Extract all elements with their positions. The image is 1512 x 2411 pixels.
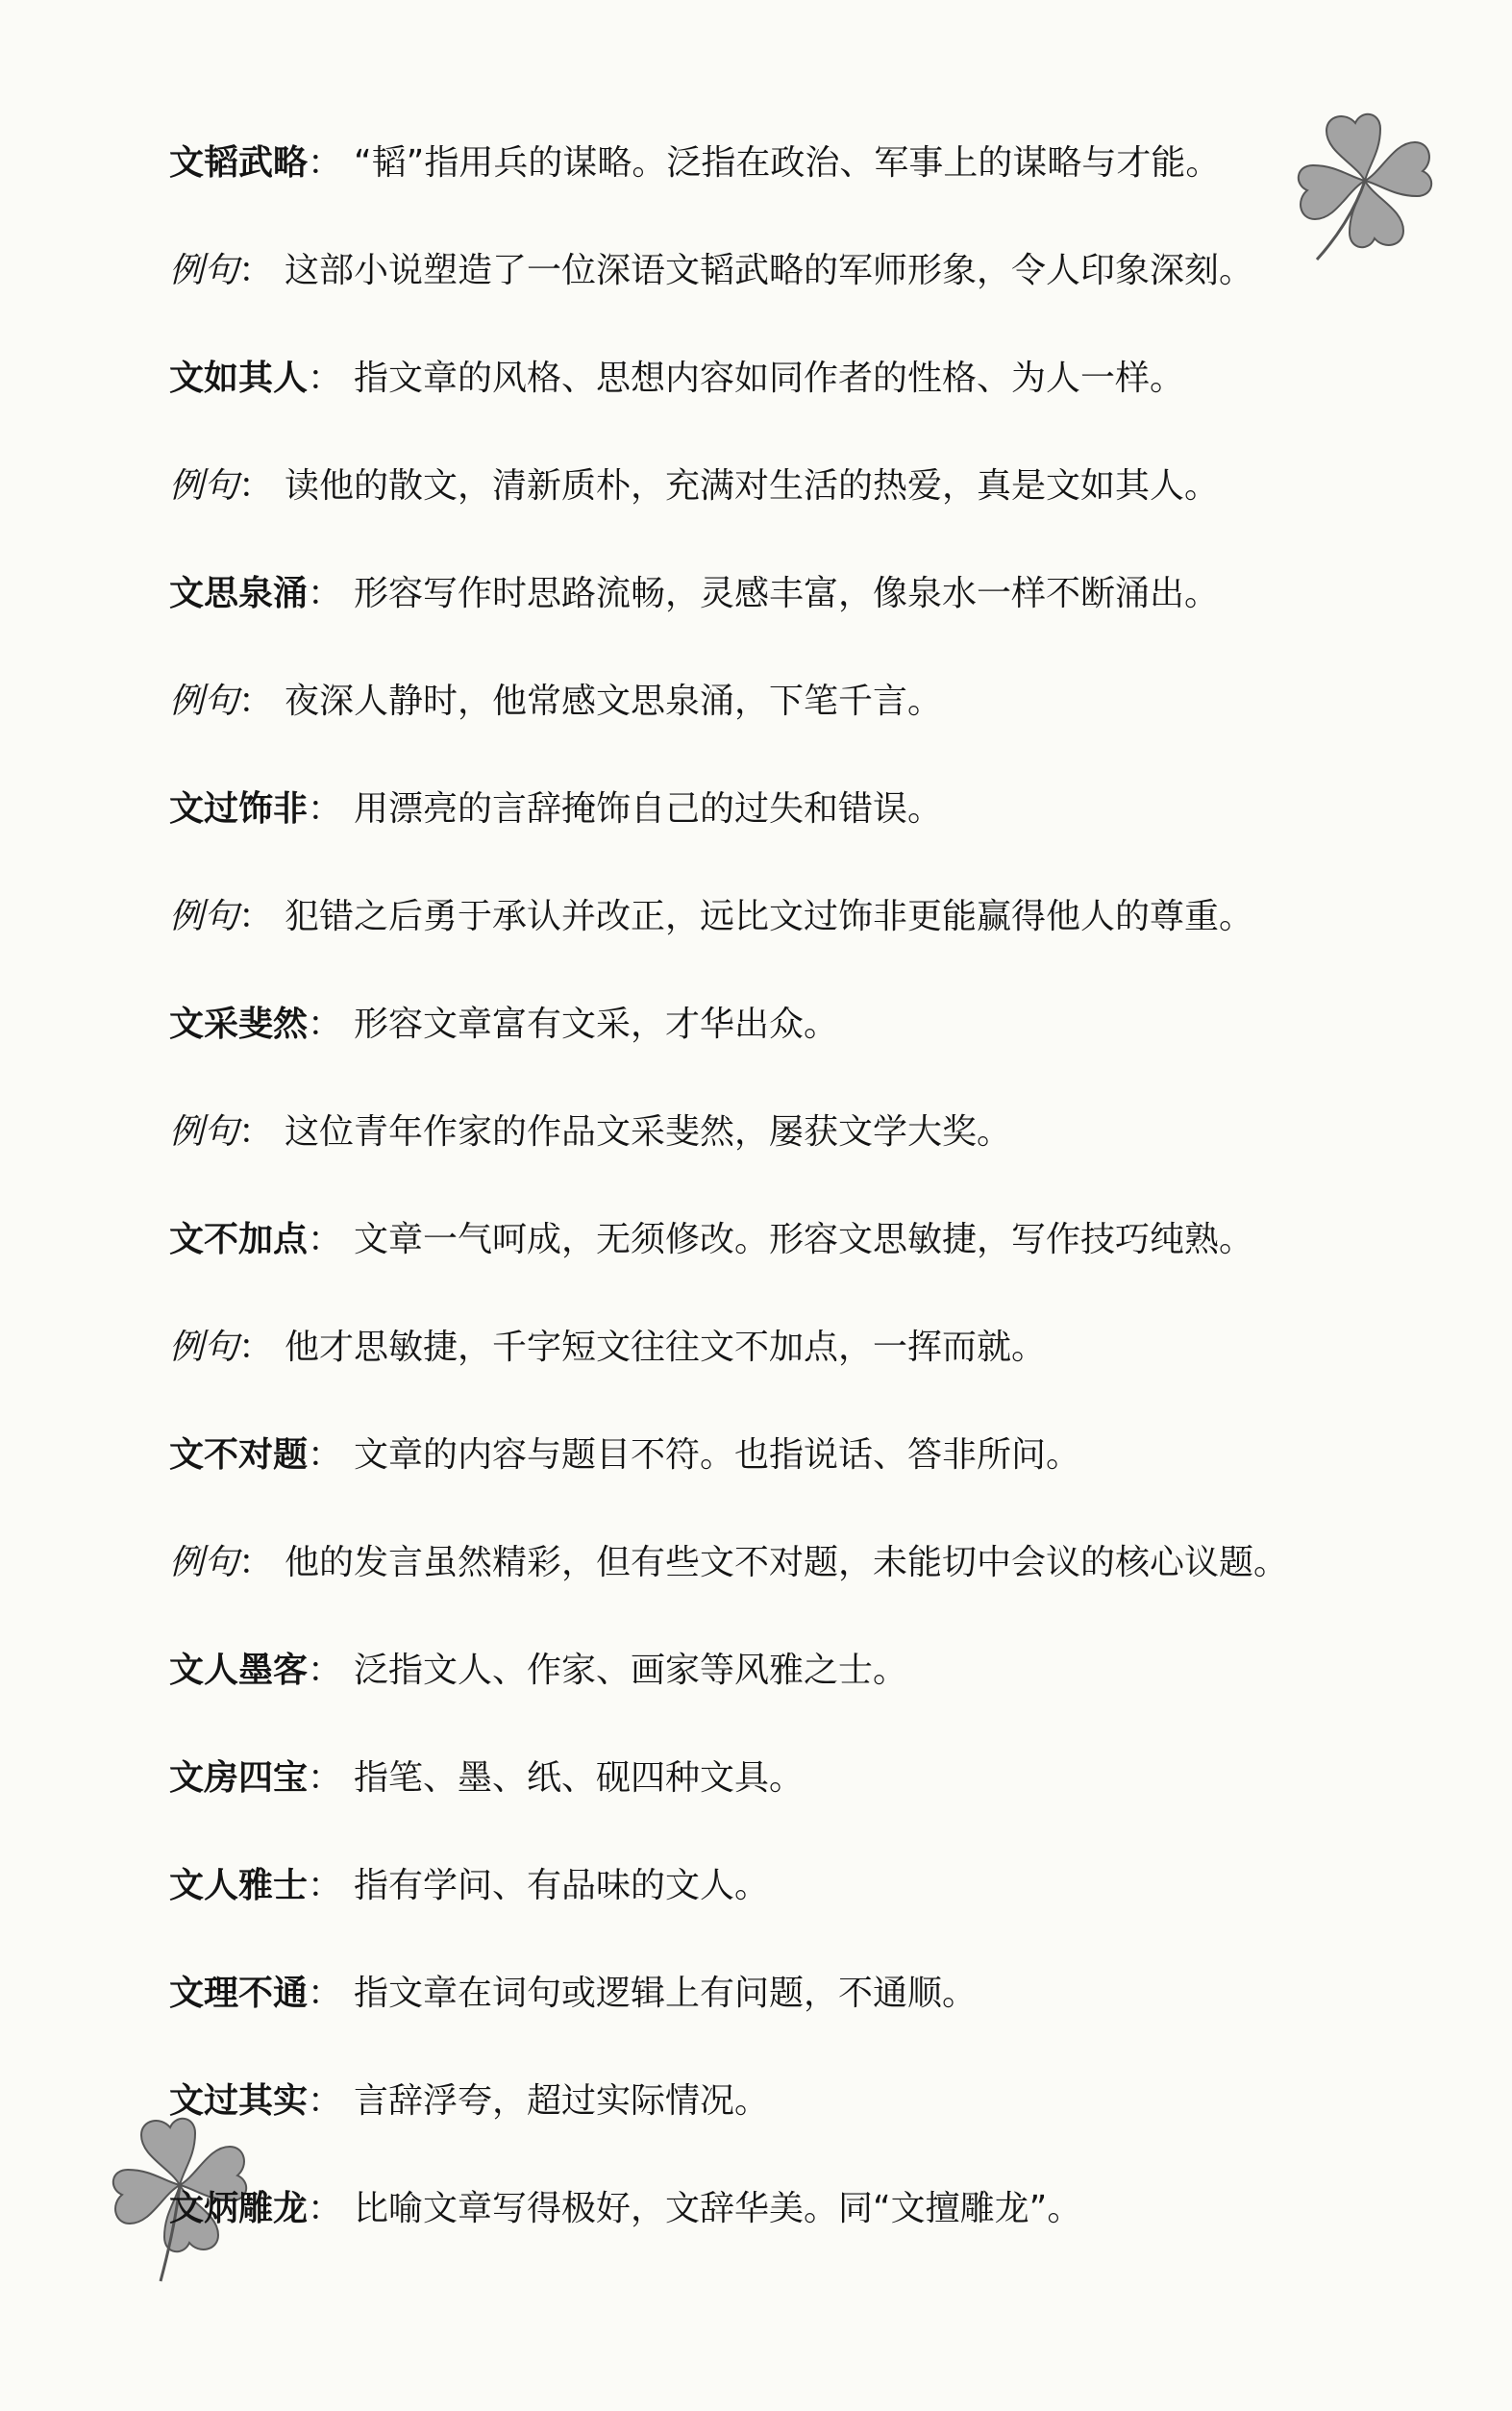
colon-separator: ： xyxy=(308,574,343,613)
idiom-term: 文不加点 xyxy=(169,1220,309,1259)
colon-separator: ： xyxy=(308,1005,343,1044)
idiom-definition: 指有学问、有品味的文人。 xyxy=(354,1866,770,1905)
example-text: 他的发言虽然精彩，但有些文不对题，未能切中会议的核心议题。 xyxy=(285,1543,1289,1582)
colon-separator: ： xyxy=(238,1328,274,1367)
colon-separator: ： xyxy=(308,1220,343,1259)
idiom-definition: 文章的内容与题目不符。也指说话、答非所问。 xyxy=(354,1435,1081,1475)
idiom-definition: 文章一气呵成，无须修改。形容文思敏捷，写作技巧纯熟。 xyxy=(354,1220,1254,1259)
idiom-definition: 指文章的风格、思想内容如同作者的性格、为人一样。 xyxy=(354,359,1185,398)
idiom-term: 文炳雕龙 xyxy=(169,2189,309,2228)
idiom-entry xyxy=(169,986,1419,1094)
example-text: 他才思敏捷，千字短文往往文不加点，一挥而就。 xyxy=(285,1328,1047,1367)
idiom-definition: 用漂亮的言辞掩饰自己的过失和错误。 xyxy=(354,789,943,829)
colon-separator: ： xyxy=(308,1974,343,2013)
example-sentence xyxy=(169,1309,1419,1417)
idiom-entry xyxy=(169,1740,1419,1848)
idiom-definition: “韬”指用兵的谋略。泛指在政治、军事上的谋略与才能。 xyxy=(354,143,1221,183)
idiom-definition: 言辞浮夸，超过实际情况。 xyxy=(354,2081,770,2121)
example-text: 夜深人静时，他常感文思泉涌，下笔千言。 xyxy=(285,682,943,721)
colon-separator: ： xyxy=(308,1651,343,1690)
example-sentence xyxy=(169,1094,1419,1202)
idiom-term: 文人雅士 xyxy=(169,1866,309,1905)
example-text: 这位青年作家的作品文采斐然，屡获文学大奖。 xyxy=(285,1112,1012,1152)
colon-separator: ： xyxy=(308,1435,343,1475)
idiom-list xyxy=(169,125,1419,2278)
colon-separator: ： xyxy=(238,1112,274,1152)
idiom-entry xyxy=(169,2171,1419,2278)
idiom-term: 文人墨客 xyxy=(169,1651,309,1690)
colon-separator: ： xyxy=(238,251,274,290)
example-label: 例句 xyxy=(169,682,239,721)
example-text: 犯错之后勇于承认并改正，远比文过饰非更能赢得他人的尊重。 xyxy=(285,897,1254,936)
idiom-term: 文过其实 xyxy=(169,2081,309,2121)
example-label: 例句 xyxy=(169,1328,239,1367)
idiom-definition: 指文章在词句或逻辑上有问题，不通顺。 xyxy=(354,1974,978,2013)
idiom-entry xyxy=(169,2063,1419,2171)
idiom-entry xyxy=(169,1417,1419,1525)
example-sentence xyxy=(169,448,1419,556)
example-sentence xyxy=(169,1525,1419,1632)
colon-separator: ： xyxy=(308,1758,343,1798)
colon-separator: ： xyxy=(308,143,343,183)
example-text: 这部小说塑造了一位深语文韬武略的军师形象，令人印象深刻。 xyxy=(285,251,1254,290)
colon-separator: ： xyxy=(308,789,343,829)
idiom-definition: 指笔、墨、纸、砚四种文具。 xyxy=(354,1758,805,1798)
idiom-term: 文采斐然 xyxy=(169,1005,309,1044)
colon-separator: ： xyxy=(238,682,274,721)
idiom-entry xyxy=(169,556,1419,663)
idiom-entry xyxy=(169,125,1419,233)
idiom-term: 文不对题 xyxy=(169,1435,309,1475)
idiom-term: 文理不通 xyxy=(169,1974,309,2013)
idiom-term: 文过饰非 xyxy=(169,789,309,829)
idiom-definition: 比喻文章写得极好，文辞华美。同“文擅雕龙”。 xyxy=(354,2189,1082,2228)
colon-separator: ： xyxy=(308,1866,343,1905)
example-sentence xyxy=(169,879,1419,986)
example-sentence xyxy=(169,663,1419,771)
idiom-definition: 形容文章富有文采，才华出众。 xyxy=(354,1005,839,1044)
idiom-term: 文思泉涌 xyxy=(169,574,309,613)
idiom-definition: 形容写作时思路流畅，灵感丰富，像泉水一样不断涌出。 xyxy=(354,574,1220,613)
colon-separator: ： xyxy=(238,1543,274,1582)
example-text: 读他的散文，清新质朴，充满对生活的热爱，真是文如其人。 xyxy=(285,466,1220,506)
example-label: 例句 xyxy=(169,1112,239,1152)
example-label: 例句 xyxy=(169,251,239,290)
idiom-entry xyxy=(169,771,1419,879)
idiom-term: 文如其人 xyxy=(169,359,309,398)
example-label: 例句 xyxy=(169,466,239,506)
colon-separator: ： xyxy=(238,897,274,936)
colon-separator: ： xyxy=(308,2081,343,2121)
idiom-entry xyxy=(169,1955,1419,2063)
colon-separator: ： xyxy=(238,466,274,506)
idiom-definition: 泛指文人、作家、画家等风雅之士。 xyxy=(354,1651,908,1690)
idiom-entry xyxy=(169,340,1419,448)
colon-separator: ： xyxy=(308,2189,343,2228)
colon-separator: ： xyxy=(308,359,343,398)
idiom-entry xyxy=(169,1632,1419,1740)
idiom-entry xyxy=(169,1848,1419,1955)
example-label: 例句 xyxy=(169,897,239,936)
example-sentence xyxy=(169,233,1419,340)
example-label: 例句 xyxy=(169,1543,239,1582)
idiom-term: 文韬武略 xyxy=(169,143,309,183)
idiom-term: 文房四宝 xyxy=(169,1758,309,1798)
idiom-entry xyxy=(169,1202,1419,1309)
